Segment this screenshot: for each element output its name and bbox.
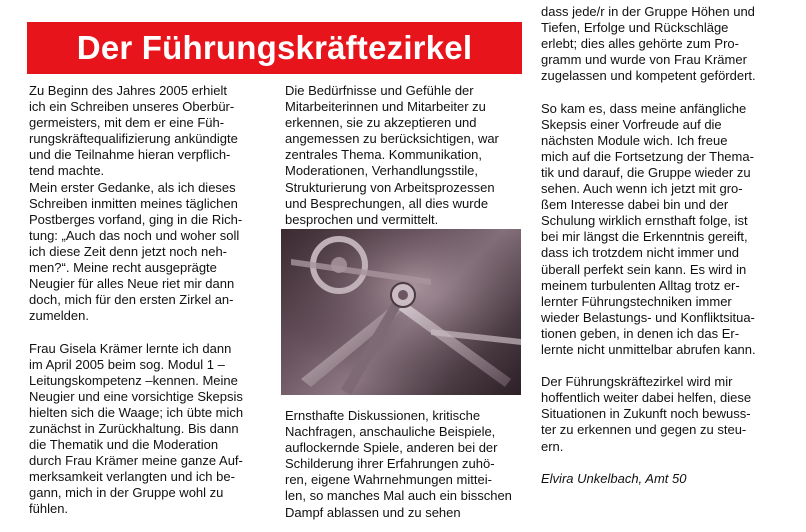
text-line: angemessen zu berücksichtigen, war	[285, 131, 499, 147]
text-line: Der Führungskräftezirkel wird mir	[541, 374, 733, 390]
text-line: ich diese Zeit denn jetzt noch neh-	[29, 243, 228, 259]
text-line: tung: „Auch das noch und woher soll	[29, 227, 240, 243]
text-line: im April 2005 beim sog. Modul 1 –	[29, 356, 225, 372]
text-line: auflockernde Spiele, anderen bei der	[285, 440, 498, 456]
text-line: Schulung wirklich ernsthaft folge, ist	[541, 213, 748, 229]
text-line: Neugier für alles Neue riet mir dann	[29, 276, 235, 292]
text-line: len, so manches Mal auch ein bisschen	[285, 488, 512, 504]
compass-photo	[281, 229, 521, 395]
text-line: So kam es, dass meine anfängliche	[541, 100, 747, 116]
text-line: besprochen und vermittelt.	[285, 211, 439, 227]
text-line: nächsten Module wich. Ich freue	[541, 132, 728, 148]
text-line: zumelden.	[29, 308, 89, 324]
text-line: Tiefen, Erfolge und Rückschläge	[541, 20, 729, 36]
text-line: dass jede/r in der Gruppe Höhen und	[541, 4, 755, 19]
text-line: bei mir längst die Erkenntnis gereift,	[541, 229, 748, 245]
text-line: die Thematik und die Moderation	[29, 437, 219, 453]
text-line: rungskräftequalifizierung ankündigte	[29, 131, 238, 147]
text-line: überall perfekt sein kann. Es wird in	[541, 261, 747, 277]
text-line: lernter Führungstechniken immer	[541, 293, 732, 309]
text-line: ren, eigene Wahrnehmungen mittei-	[285, 472, 492, 488]
text-line: mich auf die Fortsetzung der Thema-	[541, 148, 754, 164]
column-2-bottom	[285, 408, 530, 521]
paragraph-gap	[29, 324, 279, 340]
text-line: Mitarbeiterinnen und Mitarbeiter zu	[285, 99, 486, 115]
text-line: und die Teilnahme hieran verpflich-	[29, 147, 231, 163]
text-line: Dampf ablassen und zu sehen	[285, 504, 461, 520]
text-line: merksamkeit verlangten und ich be-	[29, 469, 235, 485]
text-line: doch, mich für den ersten Zirkel an-	[29, 292, 234, 308]
column-3	[541, 4, 796, 487]
text-line: tend machte.	[29, 163, 105, 179]
paragraph-gap	[541, 84, 796, 100]
text-line: ern.	[541, 438, 564, 454]
column-2-top	[285, 83, 530, 228]
text-line: durch Frau Krämer meine ganze Auf-	[29, 453, 243, 469]
author-signature: Elvira Unkelbach, Amt 50	[541, 470, 687, 486]
text-line: Postberges vorfand, ging in die Rich-	[29, 211, 243, 227]
text-line: Nachfragen, anschauliche Beispiele,	[285, 424, 496, 440]
text-line: Zu Beginn des Jahres 2005 erhielt	[29, 83, 228, 98]
paragraph-gap	[541, 455, 796, 471]
text-line: erlebt; dies alles gehörte zum Pro-	[541, 36, 739, 52]
column-1	[29, 83, 279, 518]
text-line: Mein erster Gedanke, als ich dieses	[29, 179, 236, 195]
text-line: Strukturierung von Arbeitsprozessen	[285, 179, 495, 195]
article-title: Der Führungskräftezirkel	[27, 22, 522, 74]
text-line: ßem Interesse dabei bin und der	[541, 197, 729, 213]
text-line: fühlen.	[29, 501, 69, 517]
text-line: zugelassen und kompetent gefördert.	[541, 68, 756, 84]
text-line: erkennen, sie zu akzeptieren und	[285, 115, 477, 131]
text-line: gramm und wurde von Frau Krämer	[541, 52, 747, 68]
text-line: zentrales Thema. Kommunikation,	[285, 147, 483, 163]
text-line: zunächst in Zurückhaltung. Bis dann	[29, 420, 239, 436]
text-line: dass ich trotzdem nicht immer und	[541, 245, 739, 261]
text-line: Situationen in Zukunft noch bewuss-	[541, 406, 751, 422]
text-line: men?“. Meine recht ausgeprägte	[29, 260, 217, 276]
text-line: lernte nicht unmittelbar abrufen kann.	[541, 341, 756, 357]
text-line: tik und darauf, die Gruppe wieder zu	[541, 164, 751, 180]
text-line: gann, mich in der Gruppe wohl zu	[29, 485, 224, 501]
text-line: wieder Belastungs- und Konfliktsitua-	[541, 309, 755, 325]
text-line: Schilderung ihrer Erfahrungen zuhö-	[285, 456, 495, 472]
text-line: Moderationen, Verhandlungsstile,	[285, 163, 478, 179]
text-line: Leitungskompetenz –kennen. Meine	[29, 372, 238, 388]
text-line: hielten sich die Waage; ich übte mich	[29, 404, 244, 420]
text-line: Die Bedürfnisse und Gefühle der	[285, 83, 474, 98]
text-line: Skepsis einer Vorfreude auf die	[541, 116, 722, 132]
text-line: meinem turbulenten Alltag trotz er-	[541, 277, 740, 293]
text-line: ter zu erkennen und gegen zu steu-	[541, 422, 747, 438]
text-line: Frau Gisela Krämer lernte ich dann	[29, 340, 232, 356]
text-line: germeisters, mit dem er eine Füh-	[29, 115, 225, 131]
paragraph-gap	[541, 358, 796, 374]
text-line: ich ein Schreiben unseres Oberbür-	[29, 99, 235, 115]
text-line: Ernsthafte Diskussionen, kritische	[285, 408, 481, 423]
text-line: und Besprechungen, all dies wurde	[285, 195, 489, 211]
text-line: tionen geben, in denen ich das Er-	[541, 325, 740, 341]
text-line: hoffentlich weiter dabei helfen, diese	[541, 390, 752, 406]
text-line: sehen. Auch wenn ich jetzt mit gro-	[541, 181, 743, 197]
text-line: Neugier und eine vorsichtige Skepsis	[29, 388, 243, 404]
text-line: Schreiben inmitten meines täglichen	[29, 195, 238, 211]
